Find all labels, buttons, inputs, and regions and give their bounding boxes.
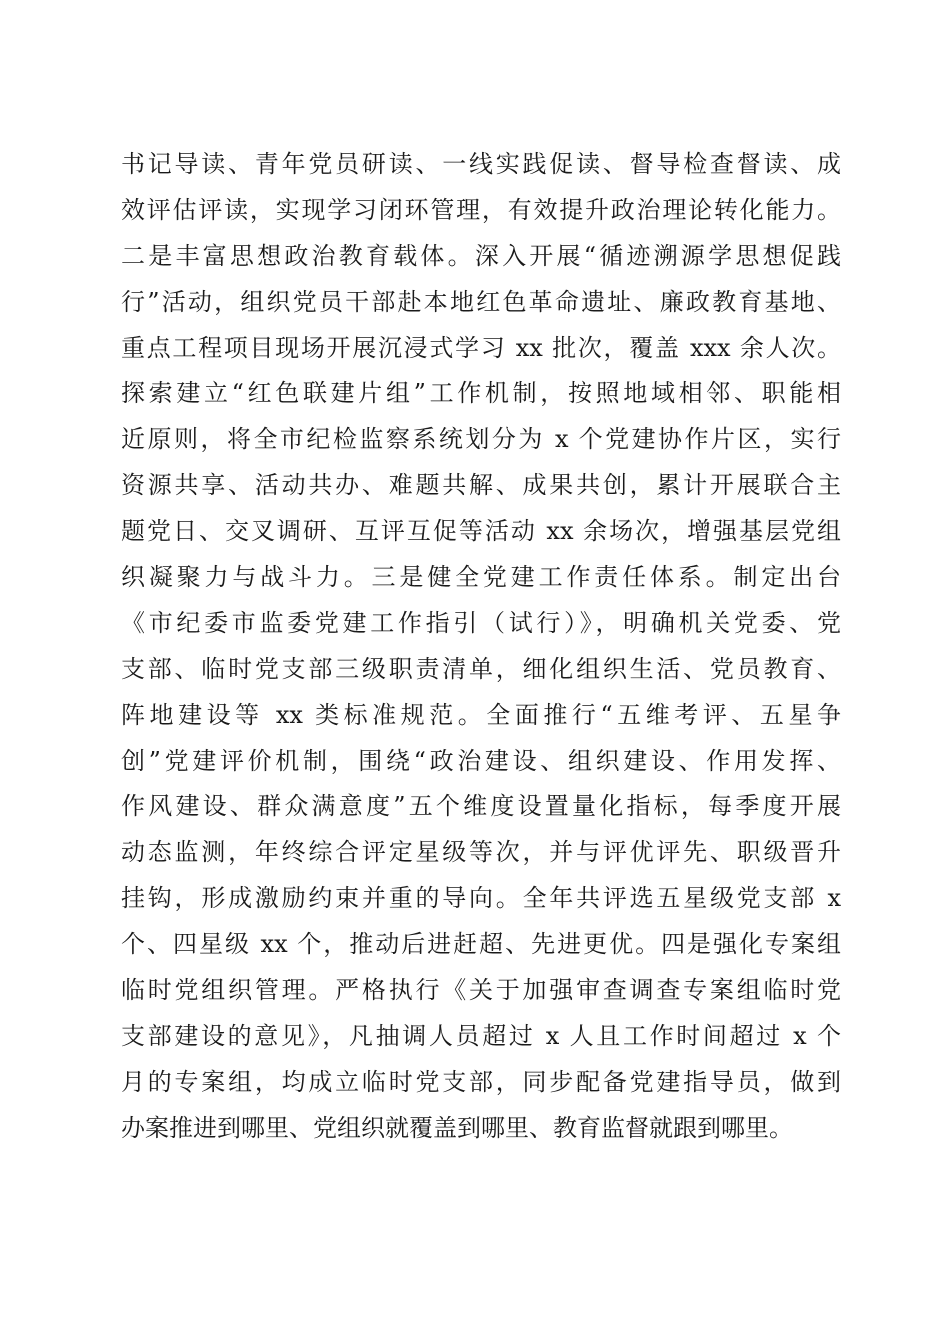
text-line: 二是丰富思想政治教育载体。深入开展“循迹溯源学思想促践 <box>121 241 841 270</box>
text-line: 挂钩，形成激励约束并重的导向。全年共评选五星级党支部 x <box>121 884 841 913</box>
text-line: 办案推进到哪里、党组织就覆盖到哪里、教育监督就跟到哪里。 <box>121 1113 793 1142</box>
text-line: 书记导读、青年党员研读、一线实践促读、督导检查督读、成 <box>121 150 841 178</box>
text-line: 作风建设、群众满意度”五个维度设置量化指标，每季度开展 <box>121 792 841 821</box>
text-line: 动态监测，年终综合评定星级等次，并与评优评先、职级晋升 <box>121 838 841 867</box>
text-line: 近原则，将全市纪检监察系统划分为 x 个党建协作片区，实行 <box>121 425 841 454</box>
text-line: 重点工程项目现场开展沉浸式学习 xx 批次，覆盖 xxx 余人次。 <box>121 333 841 362</box>
text-line: 阵地建设等 xx 类标准规范。全面推行“五维考评、五星争 <box>121 700 841 729</box>
text-line: 探索建立“红色联建片组”工作机制，按照地域相邻、职能相 <box>121 379 841 408</box>
text-line: 创”党建评价机制，围绕“政治建设、组织建设、作用发挥、 <box>121 746 841 775</box>
text-line: 支部建设的意见》，凡抽调人员超过 x 人且工作时间超过 x 个 <box>121 1021 841 1050</box>
body-text <box>121 142 841 1152</box>
text-line: 效评估评读，实现学习闭环管理，有效提升政治理论转化能力。 <box>121 195 841 224</box>
text-line: 月的专案组，均成立临时党支部，同步配备党建指导员，做到 <box>121 1067 841 1096</box>
text-line: 支部、临时党支部三级职责清单，细化组织生活、党员教育、 <box>121 654 841 683</box>
text-line: 行”活动，组织党员干部赴本地红色革命遗址、廉政教育基地、 <box>121 287 841 316</box>
text-line: 个、四星级 xx 个，推动后进赶超、先进更优。四是强化专案组 <box>121 930 841 959</box>
text-line: 资源共享、活动共办、难题共解、成果共创，累计开展联合主 <box>121 471 841 500</box>
text-line: 题党日、交叉调研、互评互促等活动 xx 余场次，增强基层党组 <box>121 517 841 546</box>
text-line: 《市纪委市监委党建工作指引（试行）》，明确机关党委、党 <box>121 608 841 637</box>
text-line: 临时党组织管理。严格执行《关于加强审查调查专案组临时党 <box>121 976 841 1005</box>
text-line: 织凝聚力与战斗力。三是健全党建工作责任体系。制定出台 <box>121 563 841 592</box>
